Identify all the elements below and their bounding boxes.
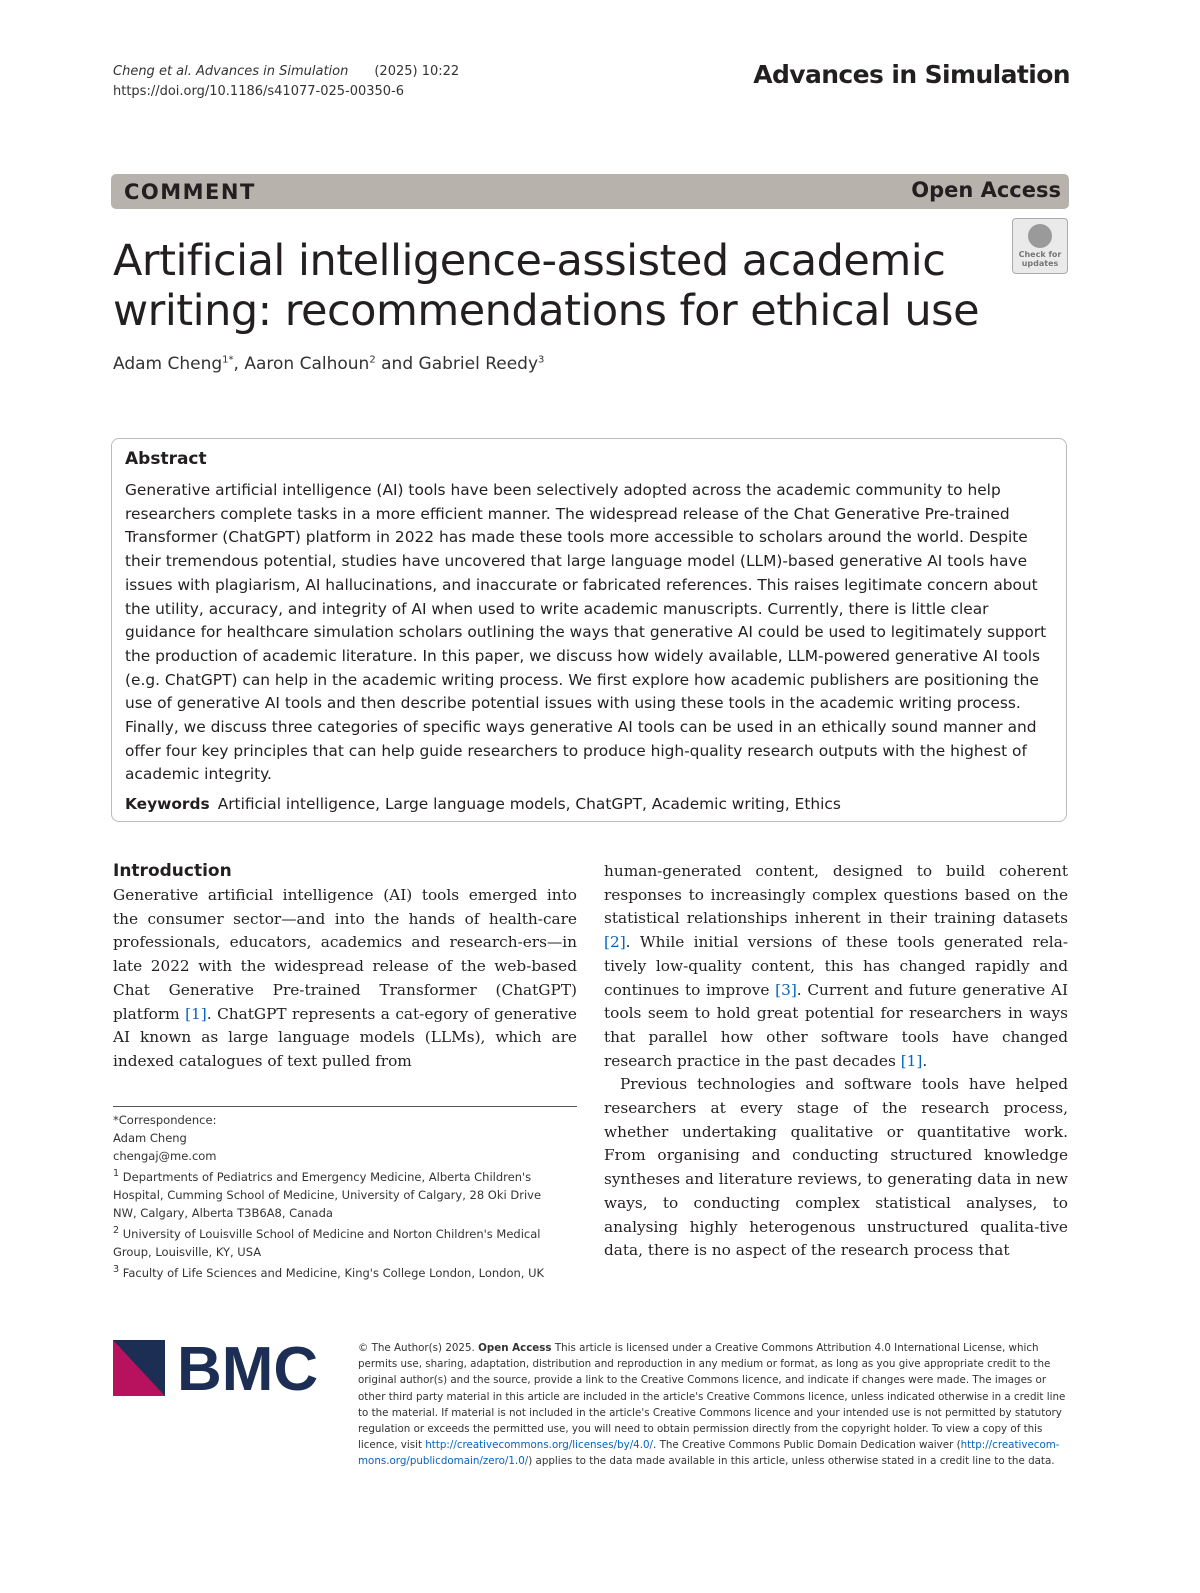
citation-link[interactable]: [1] (900, 1051, 923, 1070)
check-for-updates-button[interactable] (1012, 218, 1068, 274)
affiliation-text: Departments of Pediatrics and Emergency Medicine, Alberta Children's Hospital, Cumming School of Medicine, University of Calgary, 28 Oki Drive NW, Calgary, Alberta T3B6A8, Canada (113, 1169, 542, 1220)
bmc-logo (113, 1340, 325, 1396)
license-text (358, 1340, 1070, 1470)
paragraph (604, 860, 1068, 1073)
author-name[interactable]: Gabriel Reedy (418, 354, 539, 374)
license-body: ) applies to the data made available in this article, unless otherwise stated in a credit line to the data. (528, 1455, 1055, 1468)
section-heading-introduction: Introduction (113, 861, 232, 881)
citation-year: (2025) 10:22 (374, 64, 460, 79)
license-open-access: Open Access (478, 1342, 552, 1354)
body-text: . Current and future generative AI tools seem to hold great potential for researchers in ways that parallel how other software tools have changed research practice in the past decades (604, 980, 1069, 1070)
affiliation-1 (113, 1165, 563, 1222)
article-title: Artificial intelligence-assisted academic writing: recommendations for ethical use (113, 236, 980, 336)
affiliation-3 (113, 1261, 563, 1282)
body-text: Generative artificial intelligence (AI) tools emerged into the consumer sector—and into the hands of health-care professionals, educators, academics and research-ers—in late 2022 with the widespread release of the web-based Chat Generative Pre-trained Transformer (ChatGPT) platform (113, 886, 577, 1023)
affiliation-number: 1 (113, 1168, 120, 1179)
keywords-label: Keywords (125, 795, 210, 813)
affiliation-number: 3 (113, 1263, 120, 1275)
doi-link[interactable]: https://doi.org/10.1186/s41077-025-00350-6 (113, 84, 405, 99)
keywords-list: Artificial intelligence, Large language models, ChatGPT, Academic writing, Ethics (217, 795, 841, 813)
body-text: human-generated content, designed to build coherent responses to increasingly complex questions based on the statistical relationships inherent in their training datasets (604, 862, 1068, 928)
copyright: © The Author(s) 2025. (358, 1342, 479, 1354)
citation-link[interactable]: [2] (604, 933, 626, 952)
citation-link[interactable]: [3] (775, 980, 797, 999)
check-for-updates-icon (1028, 224, 1052, 248)
footnotes (113, 1111, 563, 1281)
affiliation-text: Faculty of Life Sciences and Medicine, King's College London, London, UK (119, 1265, 545, 1280)
check-for-updates-label: Check for updates (1018, 250, 1062, 268)
author-separator: , (233, 354, 245, 374)
author-affiliation: 3 (538, 354, 545, 366)
citation-journal: et al. Advances in Simulation (158, 64, 349, 79)
correspondence-name: Adam Cheng (113, 1131, 187, 1145)
correspondence-email[interactable]: chengaj@me.com (113, 1149, 217, 1163)
author-affiliation: 1* (222, 354, 234, 366)
public-domain-link[interactable]: http://creativecom-mons.org/publicdomain/zero/1.0/ (358, 1439, 1060, 1468)
affiliation-text: University of Louisville School of Medicine and Norton Children's Medical Group, Louisville, KY, USA (113, 1226, 541, 1259)
citation-link[interactable]: [1] (185, 1004, 207, 1023)
keywords (125, 795, 1053, 813)
body-text: . (922, 1051, 928, 1070)
citation-line (113, 64, 459, 79)
author-name[interactable]: Aaron Calhoun (244, 354, 370, 374)
abstract-heading: Abstract (125, 449, 207, 469)
article-type-label: COMMENT (124, 180, 256, 204)
license-link[interactable]: http://creativecommons.org/licenses/by/4.0/ (425, 1439, 654, 1452)
body-text: . While initial versions of these tools generated rela-tively low-quality content, this has changed rapidly and continues to improve (604, 933, 1068, 999)
body-text: . ChatGPT represents a cat-egory of generative AI known as large language models (LLMs), which are indexed catalogues of text pulled from (113, 1004, 577, 1070)
bmc-logo-text: BMC (177, 1340, 319, 1396)
author-name[interactable]: Adam Cheng (113, 354, 223, 374)
correspondence-label: *Correspondence: (113, 1113, 217, 1127)
footnote-divider (113, 1106, 577, 1107)
paragraph: Previous technologies and software tools have helped researchers at every stage of the research process, whether undertaking qualitative or quantitative work. From organising and conducting structured knowledge syntheses and literature reviews, to generating data in new ways, to conducting complex statistical analyses, to analysing highly heterogenous unstructured qualita-tive data, there is no aspect of the research process that (604, 1075, 1068, 1260)
license-body: . The Creative Commons Public Domain Dedication waiver ( (653, 1439, 961, 1452)
affiliation-2 (113, 1222, 563, 1261)
citation-authors: Cheng (113, 64, 159, 79)
affiliation-number: 2 (113, 1224, 120, 1236)
author-list (113, 354, 544, 374)
author-separator: and (375, 354, 419, 374)
open-access-label: Open Access (911, 178, 1061, 202)
body-column-left (113, 884, 577, 1074)
body-column-right (604, 860, 1068, 1263)
journal-logo: Advances in Simulation (753, 60, 1070, 89)
license-body: This article is licensed under a Creative Commons Attribution 4.0 International License, which permits use, sharing, adaptation, distribution and reproduction in any medium or format, as long as you give appropriate credit to the original author(s) and the source, provide a link to the Creative Commons licence, and indicate if changes were made. The images or other third party material in this article are included in the article's Creative Commons licence, unless indicated otherwise in a credit line to the material. If material is not included in the article's Creative Commons licence and your intended use is not permitted by statutory regulation or exceeds the permitted use, you will need to obtain permission directly from the copyright holder. To view a copy of this licence, visit (358, 1342, 1066, 1452)
author-affiliation: 2 (369, 354, 376, 366)
abstract-text: Generative artificial intelligence (AI) tools have been selectively adopted across the academic community to help researchers complete tasks in a more efficient manner. The widespread release of the Chat Generative Pre-trained Transformer (ChatGPT) platform in 2022 has made these tools more accessible to scholars around the world. Despite their tremendous potential, studies have uncovered that large language model (LLM)-based generative AI tools have issues with plagiarism, AI hallucinations, and inaccurate or fabricated references. This raises legitimate concern about the utility, accuracy, and integrity of AI when used to write academic manuscripts. Currently, there is little clear guidance for healthcare simulation scholars outlining the ways that generative AI could be used to legitimately support the production of academic literature. In this paper, we discuss how widely available, LLM-powered generative AI tools (e.g. ChatGPT) can help in the academic writing process. We first explore how academic publishers are positioning the use of generative AI tools and then describe potential issues with using these tools in the academic writing process. Finally, we discuss three categories of specific ways generative AI tools can be used in an ethically sound manner and offer four key principles that can help guide researchers to produce high-quality research outputs with the highest of academic integrity. (125, 481, 1047, 784)
